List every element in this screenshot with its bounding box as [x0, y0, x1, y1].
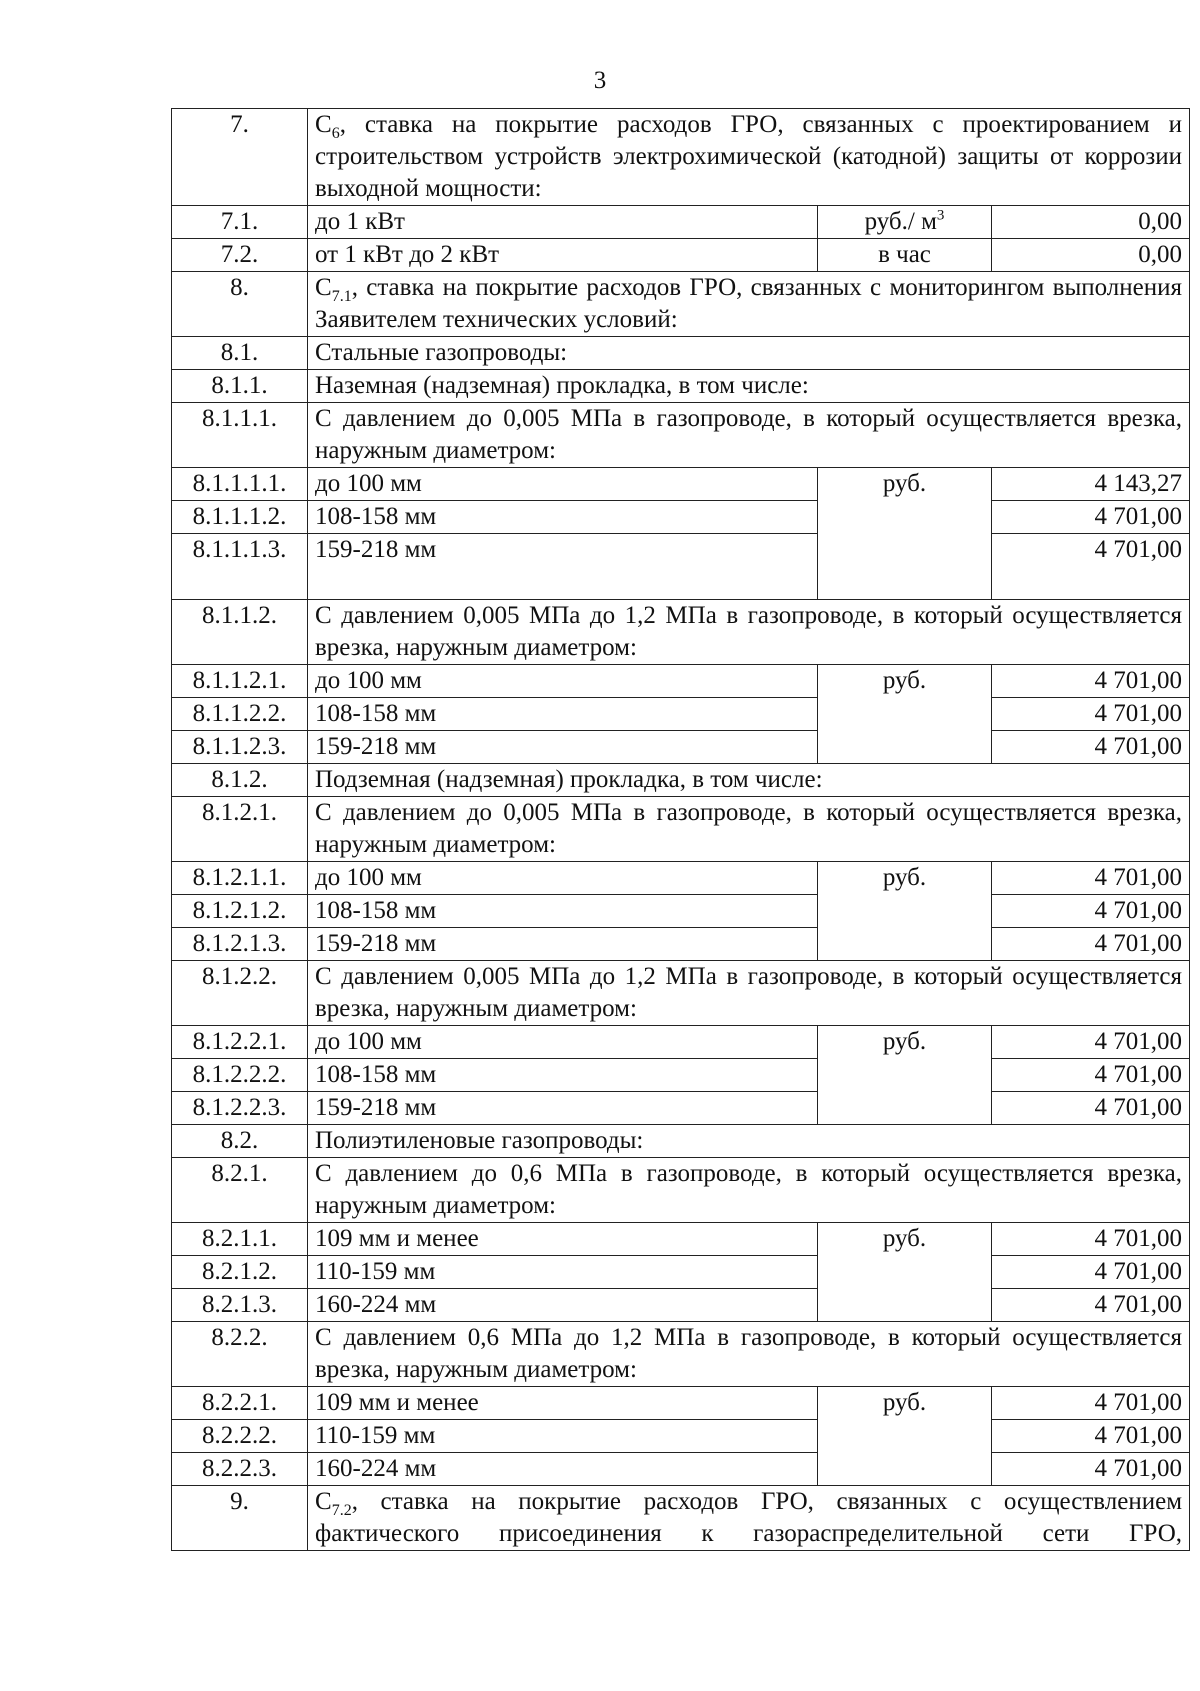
- row-description: 159-218 мм: [308, 1092, 818, 1125]
- row-number: 8.2.2.2.: [172, 1420, 308, 1453]
- value-cell: 0,00: [992, 206, 1190, 239]
- table-row: [172, 206, 1190, 239]
- table-row: [172, 600, 1190, 665]
- value-cell: 4 701,00: [992, 534, 1190, 600]
- row-number: 8.2.1.: [172, 1158, 308, 1223]
- value-cell: 4 701,00: [992, 1289, 1190, 1322]
- table-row: [172, 337, 1190, 370]
- row-description: С давлением до 0,005 МПа в газопроводе, в который осуществляется врезка, наружным диаметром:: [308, 797, 1190, 862]
- row-number: 8.1.2.2.3.: [172, 1092, 308, 1125]
- value-cell: 4 701,00: [992, 1059, 1190, 1092]
- row-description: до 100 мм: [308, 1026, 818, 1059]
- value-cell: 4 701,00: [992, 895, 1190, 928]
- unit-cell: руб.: [818, 468, 992, 600]
- table-row: [172, 731, 1190, 764]
- table-row: [172, 109, 1190, 206]
- unit-cell: руб.: [818, 1387, 992, 1486]
- row-number: 8.1.: [172, 337, 308, 370]
- table-row: [172, 1486, 1190, 1551]
- row-description: 159-218 мм: [308, 928, 818, 961]
- table-row: [172, 961, 1190, 1026]
- row-description: $С_{7.1}$, ставка на покрытие расходов ГРО, связанных с мониторингом выполнения Заявителем технических условий:: [308, 272, 1190, 337]
- unit-cell: руб./ $м^3$: [818, 206, 992, 239]
- table-row: [172, 534, 1190, 600]
- row-number: 7.1.: [172, 206, 308, 239]
- unit-cell: руб.: [818, 665, 992, 764]
- row-description: С давлением 0,6 МПа до 1,2 МПа в газопроводе, в который осуществляется врезка, наружным диаметром:: [308, 1322, 1190, 1387]
- table-row: [172, 698, 1190, 731]
- row-description: Наземная (надземная) прокладка, в том числе:: [308, 370, 1190, 403]
- row-number: 7.: [172, 109, 308, 206]
- row-description: Стальные газопроводы:: [308, 337, 1190, 370]
- unit-cell: руб.: [818, 1223, 992, 1322]
- row-description: 110-159 мм: [308, 1420, 818, 1453]
- value-cell: 4 701,00: [992, 1092, 1190, 1125]
- row-description: 159-218 мм: [308, 731, 818, 764]
- table-row: [172, 501, 1190, 534]
- value-cell: 4 701,00: [992, 1420, 1190, 1453]
- row-description: 108-158 мм: [308, 895, 818, 928]
- row-description: 108-158 мм: [308, 501, 818, 534]
- table-row: [172, 1026, 1190, 1059]
- unit-cell: руб.: [818, 862, 992, 961]
- row-description: 159-218 мм: [308, 534, 818, 600]
- table-row: [172, 1322, 1190, 1387]
- row-description: 160-224 мм: [308, 1453, 818, 1486]
- row-description: от 1 кВт до 2 кВт: [308, 239, 818, 272]
- table-row: [172, 1059, 1190, 1092]
- row-number: 8.2.2.1.: [172, 1387, 308, 1420]
- row-number: 8.1.1.: [172, 370, 308, 403]
- value-cell: 4 701,00: [992, 731, 1190, 764]
- row-number: 7.2.: [172, 239, 308, 272]
- row-number: 8.1.1.1.2.: [172, 501, 308, 534]
- row-number: 8.1.1.2.2.: [172, 698, 308, 731]
- row-description: С давлением до 0,6 МПа в газопроводе, в который осуществляется врезка, наружным диаметром:: [308, 1158, 1190, 1223]
- value-cell: 4 701,00: [992, 501, 1190, 534]
- row-number: 8.1.1.2.3.: [172, 731, 308, 764]
- row-number: 9.: [172, 1486, 308, 1551]
- value-cell: 4 701,00: [992, 862, 1190, 895]
- row-description: 160-224 мм: [308, 1289, 818, 1322]
- table-row: [172, 370, 1190, 403]
- row-description: С давлением до 0,005 МПа в газопроводе, в который осуществляется врезка, наружным диаметром:: [308, 403, 1190, 468]
- row-number: 8.1.2.1.: [172, 797, 308, 862]
- value-cell: 4 701,00: [992, 665, 1190, 698]
- row-number: 8.1.1.1.3.: [172, 534, 308, 600]
- row-number: 8.2.1.2.: [172, 1256, 308, 1289]
- table-row: [172, 895, 1190, 928]
- table-row: [172, 1256, 1190, 1289]
- row-number: 8.: [172, 272, 308, 337]
- row-description: Полиэтиленовые газопроводы:: [308, 1125, 1190, 1158]
- table-row: [172, 764, 1190, 797]
- row-description: $С_{7.2}$, ставка на покрытие расходов ГРО, связанных с осуществлением фактического присоединения к газораспределительной сети ГРО,: [308, 1486, 1190, 1551]
- value-cell: 4 701,00: [992, 1453, 1190, 1486]
- row-description: до 100 мм: [308, 862, 818, 895]
- row-description: до 100 мм: [308, 665, 818, 698]
- table-row: [172, 1289, 1190, 1322]
- table-row: [172, 403, 1190, 468]
- row-number: 8.1.1.2.: [172, 600, 308, 665]
- value-cell: 4 701,00: [992, 1387, 1190, 1420]
- row-description: до 100 мм: [308, 468, 818, 501]
- table-row: [172, 665, 1190, 698]
- table-row: [172, 1453, 1190, 1486]
- table-row: [172, 1092, 1190, 1125]
- row-number: 8.2.1.3.: [172, 1289, 308, 1322]
- value-cell: 4 701,00: [992, 1256, 1190, 1289]
- page-number: 3: [593, 67, 607, 94]
- table-row: [172, 862, 1190, 895]
- value-cell: 4 701,00: [992, 1223, 1190, 1256]
- row-description: 110-159 мм: [308, 1256, 818, 1289]
- table-row: [172, 272, 1190, 337]
- table-row: [172, 1158, 1190, 1223]
- row-number: 8.1.1.1.1.: [172, 468, 308, 501]
- row-number: 8.1.2.2.1.: [172, 1026, 308, 1059]
- row-number: 8.1.1.2.1.: [172, 665, 308, 698]
- unit-cell: руб.: [818, 1026, 992, 1125]
- row-number: 8.1.2.1.2.: [172, 895, 308, 928]
- row-number: 8.2.: [172, 1125, 308, 1158]
- row-description: 108-158 мм: [308, 1059, 818, 1092]
- row-description: С давлением 0,005 МПа до 1,2 МПа в газопроводе, в который осуществляется врезка, наружным диаметром:: [308, 600, 1190, 665]
- table-row: [172, 1387, 1190, 1420]
- value-cell: 4 701,00: [992, 1026, 1190, 1059]
- row-description: 108-158 мм: [308, 698, 818, 731]
- row-description: С давлением 0,005 МПа до 1,2 МПа в газопроводе, в который осуществляется врезка, наружным диаметром:: [308, 961, 1190, 1026]
- table-row: [172, 928, 1190, 961]
- value-cell: 4 701,00: [992, 698, 1190, 731]
- row-description: 109 мм и менее: [308, 1223, 818, 1256]
- row-number: 8.1.2.1.1.: [172, 862, 308, 895]
- table-row: [172, 1223, 1190, 1256]
- tariff-table: [171, 108, 1190, 1551]
- row-description: 109 мм и менее: [308, 1387, 818, 1420]
- row-number: 8.2.2.: [172, 1322, 308, 1387]
- row-number: 8.1.2.: [172, 764, 308, 797]
- table-row: [172, 1125, 1190, 1158]
- row-number: 8.1.2.2.: [172, 961, 308, 1026]
- value-cell: 0,00: [992, 239, 1190, 272]
- row-number: 8.2.1.1.: [172, 1223, 308, 1256]
- row-description: $С_6$, ставка на покрытие расходов ГРО, связанных с проектированием и строительством устройств электрохимической (катодной) защиты от коррозии выходной мощности:: [308, 109, 1190, 206]
- row-description: Подземная (надземная) прокладка, в том числе:: [308, 764, 1190, 797]
- row-number: 8.1.2.2.2.: [172, 1059, 308, 1092]
- row-description: до 1 кВт: [308, 206, 818, 239]
- row-number: 8.1.1.1.: [172, 403, 308, 468]
- row-number: 8.2.2.3.: [172, 1453, 308, 1486]
- table-row: [172, 1420, 1190, 1453]
- value-cell: 4 143,27: [992, 468, 1190, 501]
- table-row: [172, 239, 1190, 272]
- row-number: 8.1.2.1.3.: [172, 928, 308, 961]
- unit-cell: в час: [818, 239, 992, 272]
- value-cell: 4 701,00: [992, 928, 1190, 961]
- table-row: [172, 468, 1190, 501]
- table-row: [172, 797, 1190, 862]
